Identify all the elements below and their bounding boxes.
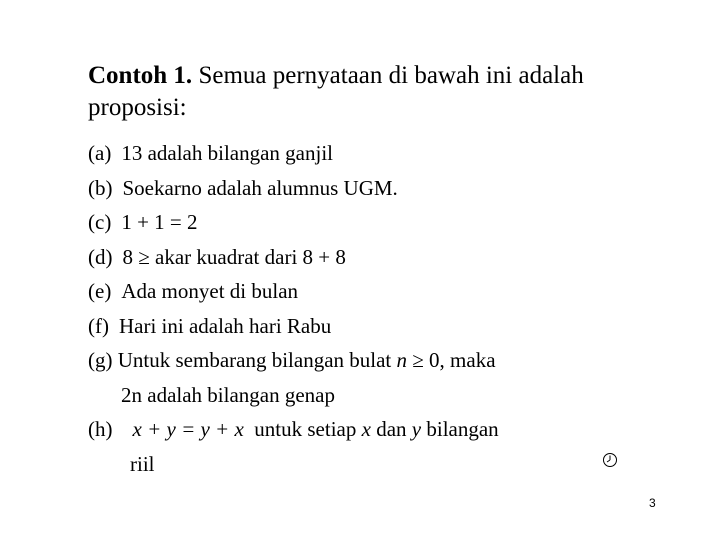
title-bold: Contoh 1. xyxy=(88,62,193,89)
item-label: (f) xyxy=(88,313,109,338)
page-number: 3 xyxy=(649,496,656,510)
item-text: Soekarno adalah alumnus UGM. xyxy=(122,175,398,200)
item-label: (d) xyxy=(88,244,113,269)
clock-icon xyxy=(602,452,618,468)
list-item-g-continued xyxy=(88,378,688,413)
proposition-list xyxy=(88,136,688,481)
list-item-g xyxy=(88,343,688,378)
item-text: untuk setiap xyxy=(254,417,357,441)
item-text: riil xyxy=(130,451,155,476)
item-text: dan xyxy=(376,417,407,441)
item-text: 2n xyxy=(121,382,142,407)
list-item-f xyxy=(88,309,688,344)
list-item-d xyxy=(88,240,688,275)
item-label: (c) xyxy=(88,210,112,234)
item-text: Untuk sembarang bilangan bulat xyxy=(117,348,392,372)
item-variable: y xyxy=(411,417,422,441)
item-text: 8 ≥ akar kuadrat dari 8 + 8 xyxy=(122,244,346,269)
item-text: ≥ 0, maka xyxy=(412,348,496,372)
item-equation: x + y = y + x xyxy=(132,417,244,441)
item-text: Ada monyet di bulan xyxy=(121,279,299,303)
list-item-b xyxy=(88,171,688,206)
list-item-a xyxy=(88,136,688,171)
item-label: (b) xyxy=(88,175,113,200)
item-text: Hari ini adalah hari Rabu xyxy=(118,313,332,338)
item-variable: n xyxy=(396,348,408,372)
list-item-e xyxy=(88,274,688,309)
item-variable: x xyxy=(361,417,371,441)
list-item-c xyxy=(88,205,688,240)
list-item-h xyxy=(88,412,688,447)
title-text-line2: proposisi: xyxy=(88,94,187,121)
item-text: 1 + 1 = 2 xyxy=(121,210,198,234)
item-text: 13 adalah bilangan ganjil xyxy=(121,141,333,165)
item-text: adalah bilangan genap xyxy=(147,382,335,407)
item-label: (a) xyxy=(88,141,112,165)
item-label: (h) xyxy=(88,417,113,441)
item-text: bilangan xyxy=(426,417,499,441)
slide-title xyxy=(88,60,688,124)
item-label: (g) xyxy=(88,348,113,372)
item-label: (e) xyxy=(88,279,112,303)
list-item-h-continued xyxy=(88,447,688,482)
title-text: Semua pernyataan di bawah ini adalah xyxy=(192,62,584,89)
